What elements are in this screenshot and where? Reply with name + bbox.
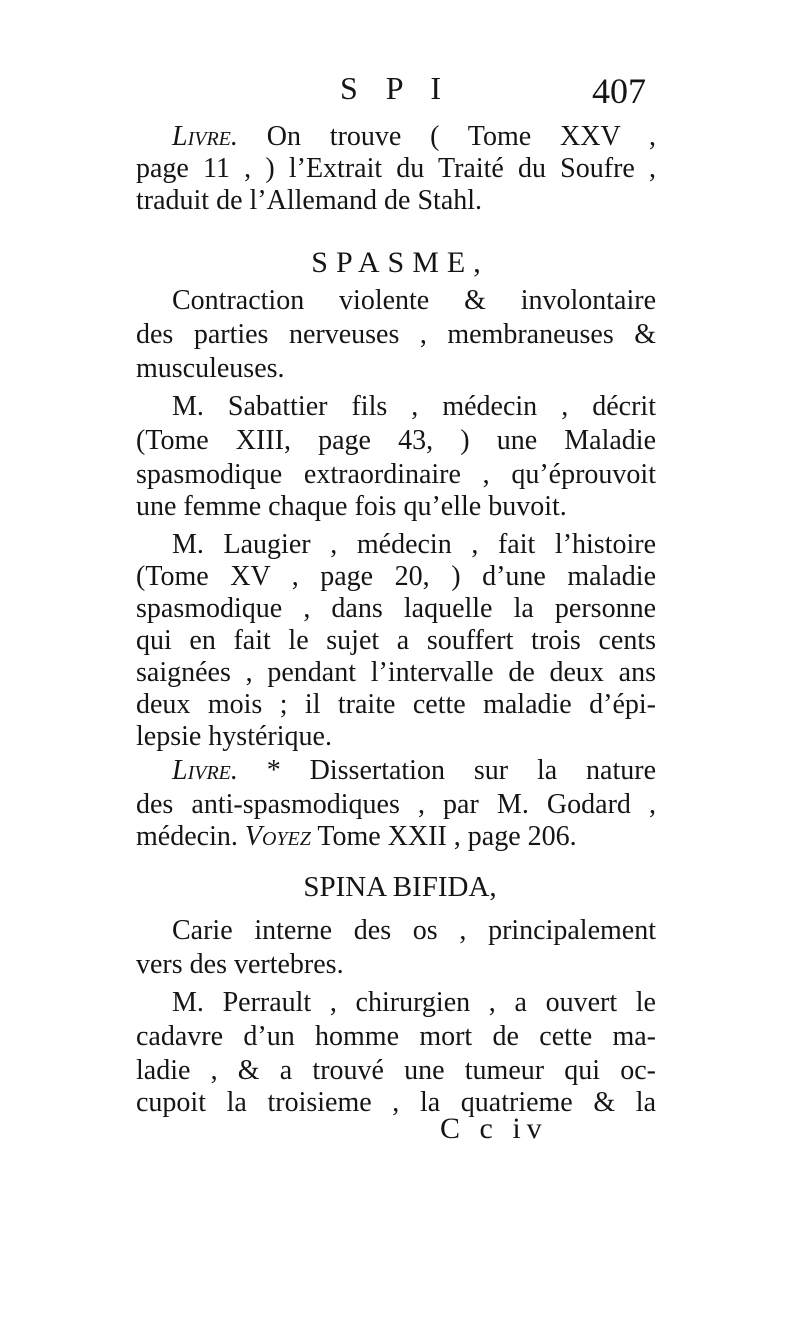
text-line	[136, 1054, 656, 1088]
line-text: M. Sabattier fils , médecin , décrit	[172, 391, 656, 422]
text-line	[172, 754, 656, 788]
text-line	[136, 1086, 656, 1120]
heading-spasme: SPASME,	[311, 246, 489, 279]
text-line	[136, 152, 656, 186]
text-line	[136, 490, 656, 524]
line-text: (Tome XIII, page 43, ) une Maladie	[136, 425, 656, 456]
text-line	[136, 184, 656, 218]
page-number: 407	[592, 71, 646, 111]
line-text: cadavre d’un homme mort de cette ma-	[136, 1021, 656, 1052]
italic-lead: Voyez	[244, 821, 311, 852]
line-text: deux mois ; il traite cette maladie d’épi-	[136, 689, 656, 720]
text-line	[136, 820, 656, 854]
text-line	[172, 914, 656, 948]
line-text: Tome XXII , page 206.	[310, 821, 577, 852]
text-line	[136, 592, 656, 626]
text-line	[172, 120, 656, 154]
line-text: On trouve ( Tome XXV ,	[237, 121, 656, 152]
line-text: des anti-spasmodiques , par M. Godard ,	[136, 789, 656, 820]
line-text: Carie interne des os , principalement	[172, 915, 656, 946]
line-text: * Dissertation sur la nature	[237, 755, 656, 786]
text-line	[172, 284, 656, 318]
text-line	[172, 390, 656, 424]
line-text: Contraction violente & involontaire	[172, 285, 656, 316]
text-line	[136, 788, 656, 822]
line-text: musculeuses.	[136, 353, 285, 384]
line-text: spasmodique , dans laquelle la personne	[136, 593, 656, 624]
line-text: une femme chaque fois qu’elle buvoit.	[136, 491, 567, 522]
catchword: C c iv	[440, 1112, 548, 1145]
text-line	[136, 656, 656, 690]
line-text: traduit de l’Allemand de Stahl.	[136, 185, 483, 216]
line-text: M. Perrault , chirurgien , a ouvert le	[172, 987, 656, 1018]
line-text: des parties nerveuses , membraneuses &	[136, 319, 656, 350]
italic-lead: Livre.	[172, 755, 238, 786]
running-head-title: S P I	[340, 70, 452, 106]
text-line	[136, 688, 656, 722]
text-line	[136, 624, 656, 658]
text-line	[136, 1020, 656, 1054]
text-line	[136, 458, 656, 492]
italic-lead: Livre.	[172, 121, 238, 152]
line-prefix: médecin.	[136, 821, 245, 852]
line-text: lepsie hystérique.	[136, 721, 332, 752]
line-text: (Tome XV , page 20, ) d’une maladie	[136, 561, 656, 592]
text-line	[172, 528, 656, 562]
text-line	[136, 720, 656, 754]
text-line	[136, 424, 656, 458]
text-line	[136, 352, 656, 386]
running-head	[0, 70, 800, 114]
line-text: spasmodique extraordinaire , qu’éprouvoit	[136, 459, 656, 490]
line-text: M. Laugier , médecin , fait l’histoire	[172, 529, 656, 560]
text-line	[172, 986, 656, 1020]
line-text: qui en fait le sujet a souffert trois cents	[136, 625, 656, 656]
text-line	[136, 318, 656, 352]
line-text: vers des vertebres.	[136, 949, 344, 980]
text-line	[136, 948, 656, 982]
line-text: page 11 , ) l’Extrait du Traité du Soufre ,	[136, 153, 656, 184]
text-line	[136, 560, 656, 594]
line-text: saignées , pendant l’intervalle de deux ans	[136, 657, 656, 688]
line-text: ladie , & a trouvé une tumeur qui oc-	[136, 1055, 656, 1086]
heading-spina-bifida: SPINA BIFIDA,	[303, 871, 497, 903]
line-text: cupoit la troisieme , la quatrieme & la	[136, 1087, 656, 1118]
